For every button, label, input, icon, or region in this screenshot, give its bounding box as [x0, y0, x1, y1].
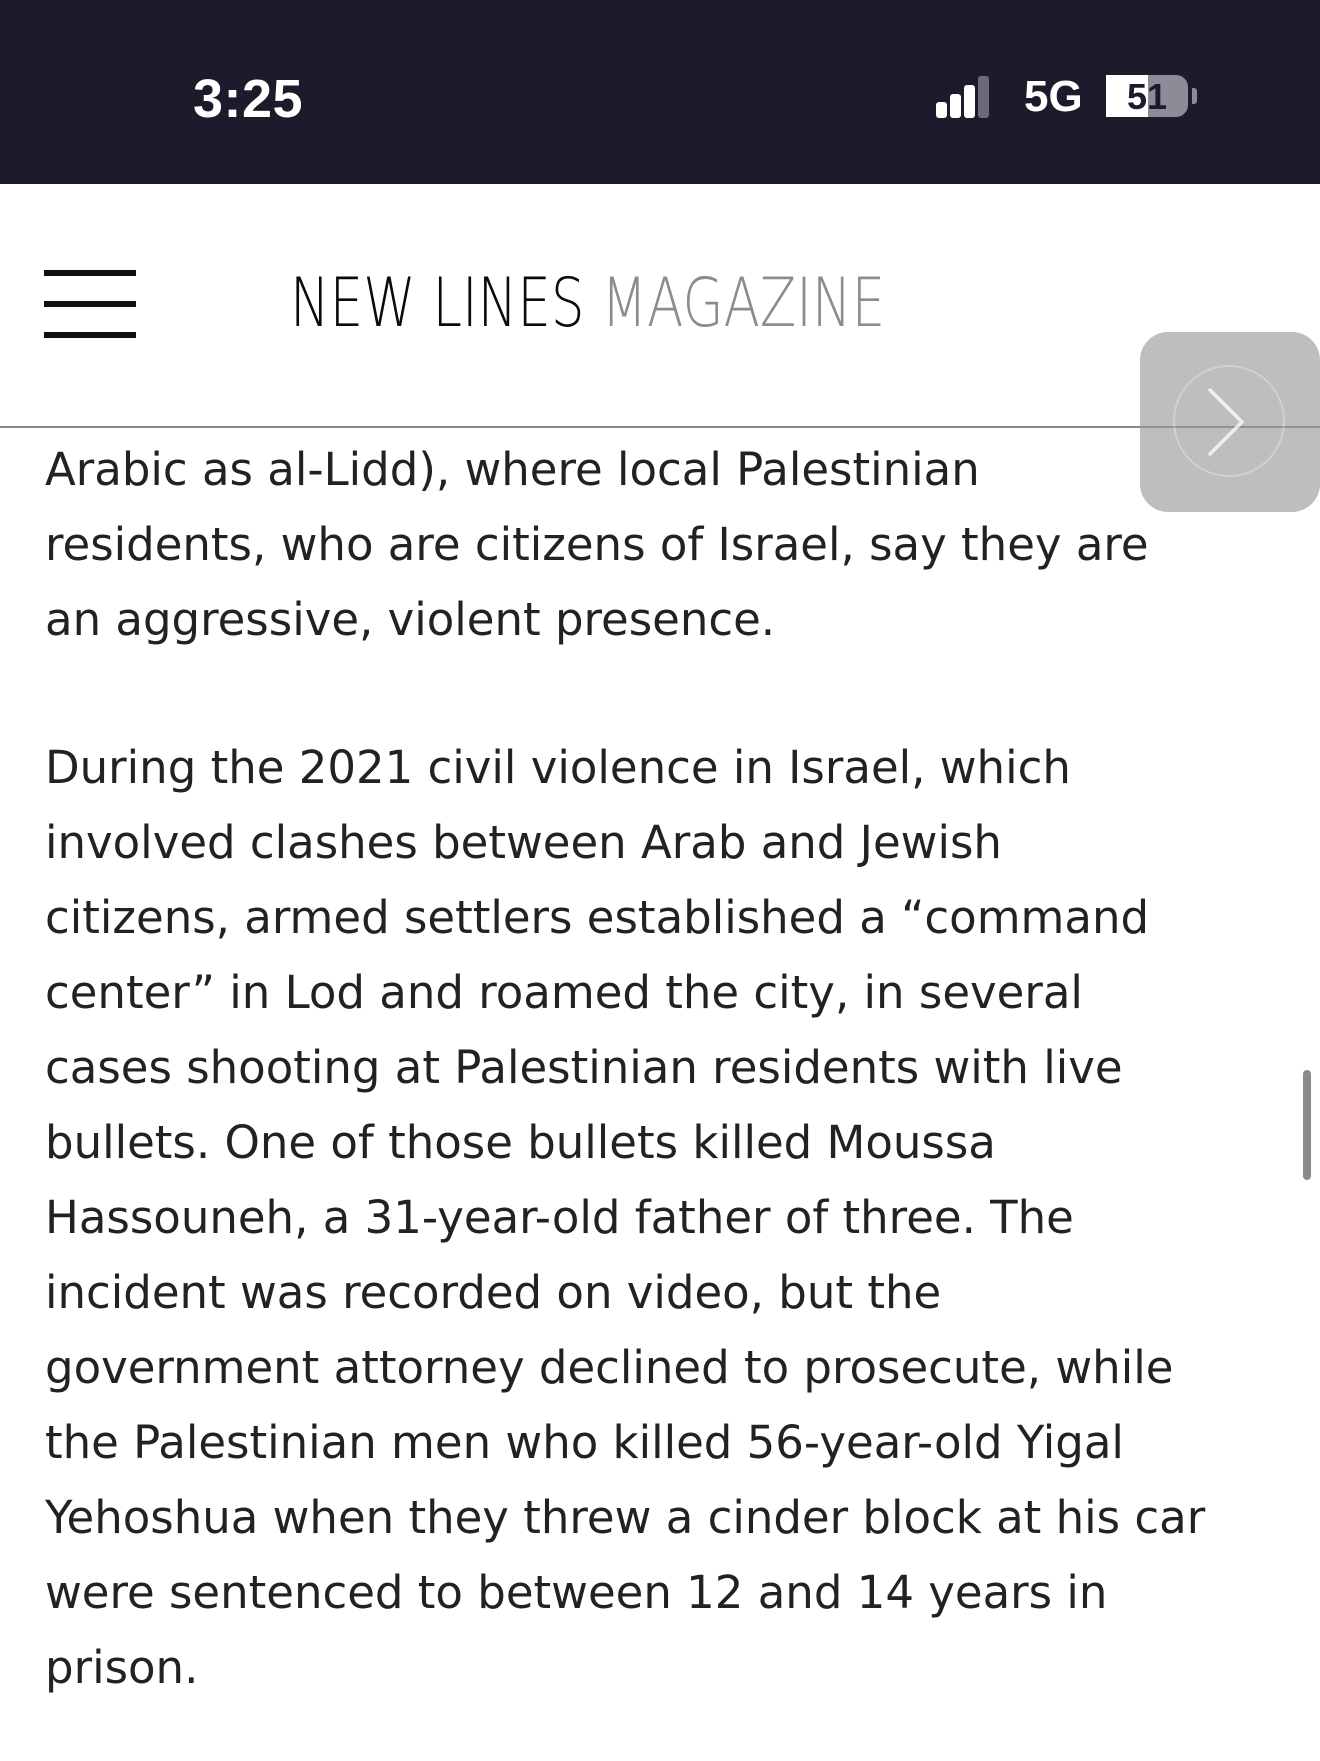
article-body — [45, 380, 1280, 1705]
next-article-button[interactable] — [1140, 332, 1320, 512]
article-paragraph — [45, 730, 1280, 1705]
article-paragraph — [45, 432, 1280, 657]
article-line: citizens, armed settlers established a “command — [45, 891, 1150, 944]
chevron-right-icon — [1196, 386, 1256, 458]
status-time: 3:25 — [193, 69, 304, 129]
article-line: government attorney declined to prosecute, while — [45, 1341, 1174, 1394]
battery-percentage: 51 — [1126, 76, 1168, 117]
article-line: Arabic as al-Lidd), where local Palestinian — [45, 443, 980, 496]
article-line: incident was recorded on video, but the — [45, 1266, 942, 1319]
article-line: During the 2021 civil violence in Israel, which — [45, 741, 1071, 794]
battery-icon — [1106, 75, 1188, 117]
article-line: involved clashes between Arab and Jewish — [45, 816, 1002, 869]
article-line: the Palestinian men who killed 56-year-old Yigal — [45, 1416, 1124, 1469]
article-line: Hassouneh, a 31-year-old father of three. The — [45, 1191, 1074, 1244]
article-line: an aggressive, violent presence. — [45, 593, 776, 646]
hamburger-menu-icon[interactable] — [44, 270, 136, 338]
article-line: Yehoshua when they threw a cinder block at his car — [45, 1491, 1206, 1544]
network-type: 5G — [1024, 72, 1083, 121]
status-bar — [0, 0, 1320, 184]
article-line: cases shooting at Palestinian residents with live — [45, 1041, 1123, 1094]
scroll-indicator[interactable] — [1303, 1070, 1311, 1180]
logo-magazine: MAGAZINE — [601, 264, 886, 343]
site-logo[interactable] — [290, 264, 885, 343]
site-header — [0, 184, 1320, 428]
article-line: center” in Lod and roamed the city, in several — [45, 966, 1083, 1019]
logo-new-lines: NEW LINES — [290, 264, 585, 343]
article-line: were sentenced to between 12 and 14 years in — [45, 1566, 1108, 1619]
article-line: residents, who are citizens of Israel, say they are — [45, 518, 1149, 571]
article-line: bullets. One of those bullets killed Moussa — [45, 1116, 996, 1169]
article-line: prison. — [45, 1641, 199, 1694]
cellular-signal-icon — [936, 76, 988, 118]
battery-terminal — [1192, 88, 1197, 104]
